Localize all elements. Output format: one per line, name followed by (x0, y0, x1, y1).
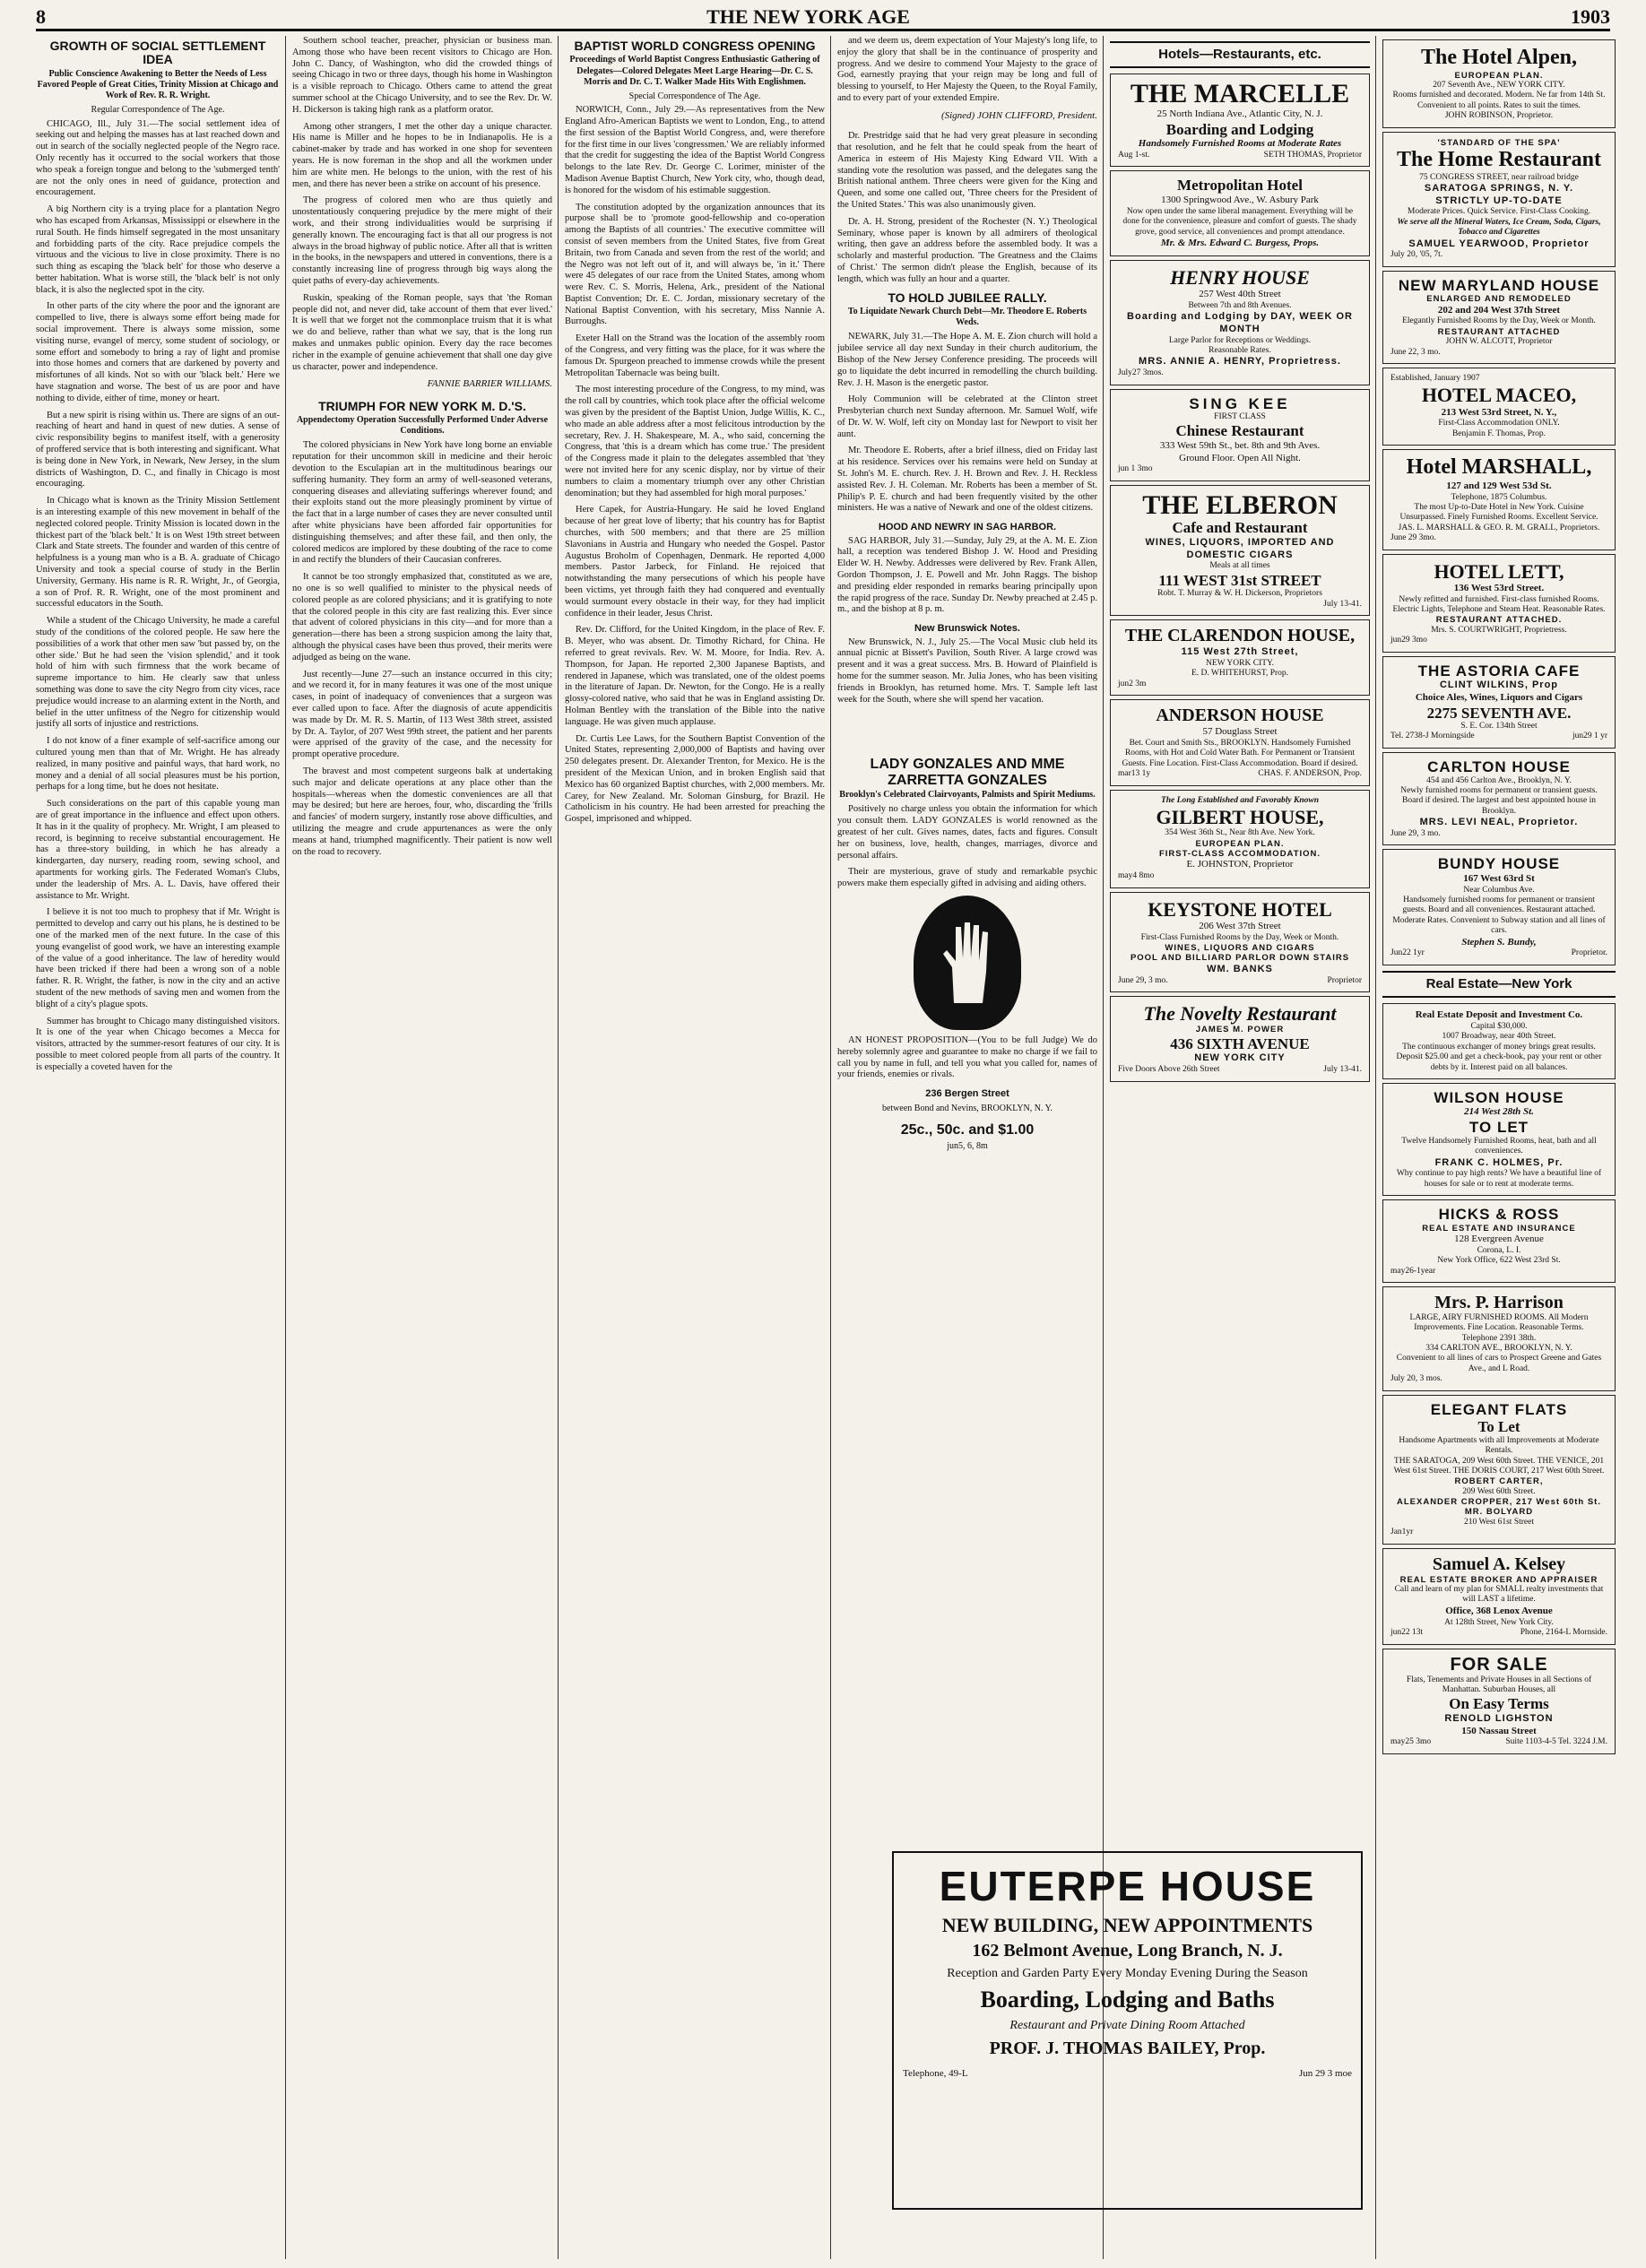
paragraph: Such considerations on the part of this capable young man are of great importance in the influence and effect upon others. It has in it the quality of prophecy. Mr. Wright, I am pleased to record, is beginning to receive substantial encouragement. He has a three-story building, in which he has already a kindergarten, day nursery, reading room, sewing school, and apartments for working girls. The Federated Woman's Clubs, under the leadership of Mrs. A. L. Davis, have offered their assistance to Mr. Wright. (36, 799, 280, 901)
ad-phone: Telephone 2391 38th. (1461, 1333, 1537, 1343)
ad-address: 354 West 36th St., Near 8th Ave. New York. (1165, 828, 1315, 838)
article-byline: Special Correspondence of The Age. (628, 91, 761, 101)
ad-line: The most Up-to-Date Hotel in New York. Cuisine Unsurpassed. Finely Furnished Rooms. Excellent Service. (1399, 502, 1598, 523)
ad-proprietor: PROF. J. THOMAS BAILEY, Prop. (989, 2039, 1266, 2058)
article-headline: BAPTIST WORLD CONGRESS OPENING (574, 39, 816, 53)
paper-title: THE NEW YORK AGE (706, 5, 910, 28)
ad-top-line: The Long Established and Favorably Known (1160, 795, 1320, 805)
ad-date-code: jun29 3mo (1390, 636, 1427, 645)
paragraph: New Brunswick, N. J., July 25.—The Vocal Music club held its annual picnic at Bissett's Pavilion, South River. A large crowd was present and it was a great success. Mrs. B. Howard of Plainfield is home for the summer season. Mr. Julia Jones, who has been visiting friends in Brooklyn, has returned home. Mrs. T. Sample left last week for the South, where she will spend her vacation. (837, 636, 1097, 705)
ad-line: EUROPEAN PLAN. (1195, 838, 1285, 849)
ad-title: Real Estate Deposit and Investment Co. (1415, 1009, 1583, 1021)
ad-date-code: July 20, 3 mos. (1390, 1374, 1442, 1384)
ad-marcelle (1110, 74, 1370, 167)
ad-line: Handsomely Furnished Rooms at Moderate Rates (1138, 138, 1342, 150)
ad-line: Flats, Tenements and Private Houses in all Sections of Manhattan. Suburban Houses, all (1406, 1675, 1592, 1694)
column-rule (285, 36, 286, 2259)
page-number: 8 (36, 5, 46, 28)
ad-title: KEYSTONE HOTEL (1148, 897, 1332, 921)
palmist-ad (837, 753, 1097, 1856)
ad-line: Boarding and Lodging (1165, 120, 1314, 138)
ad-city: NEW YORK CITY (1194, 1052, 1286, 1064)
ad-title: HOTEL LETT, (1434, 559, 1564, 583)
ad-real-estate-company (1382, 1003, 1616, 1079)
ad-line: ALEXANDER CROPPER, 217 West 60th St. (1397, 1497, 1601, 1508)
paragraph: The constitution adopted by the organization announces that its purpose shall be to 'promote good-fellowship and co-operation among the Baptists of all countries.' The executive committee will consist of seven members from the United States, five from Great Britain, two from Canada and seven from the rest of the world; and the Negro was not left out of it, and will always be, 'in it.' There were 45 delegates of our race from the United States, among whom were Rev. C. S. Morris, Helena, Ark., president of the National Baptist Convention; Dr. E. C. Jordan, missionary secretary of the National Baptist Convention, with his secretary, Miss Nannie A. Burroughs. (565, 202, 825, 327)
ad-line: S. E. Cor. 134th Street (1460, 722, 1538, 731)
ad-address: 213 West 53rd Street, N. Y., (1441, 406, 1557, 418)
ad-proprietor: Mrs. S. COURTWRIGHT, Proprietress. (1431, 625, 1567, 635)
ad-euterpe-house (892, 1851, 1363, 2210)
ad-proprietor: MRS. LEVI NEAL, Proprietor. (1419, 817, 1579, 828)
ad-address: Between 7th and 8th Avenues. (1188, 300, 1292, 310)
paragraph: Ruskin, speaking of the Roman people, says that 'the Roman people did not, and never did, take account of them that ever lived.' It is well that we forget not the commonplace truism that it is what we do and believe, rather than what we say, that is the long run makes and unmakes public opinion. Every day the race becomes richer in the example of genuine achievement that shall one day give us character, power and independence. (292, 292, 552, 372)
ad-line: WINES, LIQUORS, IMPORTED AND DOMESTIC CIGARS (1145, 536, 1335, 560)
ad-address: 436 SIXTH AVENUE (1170, 1034, 1310, 1052)
ad-title: Metropolitan Hotel (1177, 177, 1303, 195)
ad-plan: EUROPEAN PLAN. (1454, 70, 1544, 81)
ad-title: THE ELBERON (1142, 489, 1338, 520)
ad-date-code: June 29, 3 mo. (1390, 828, 1441, 838)
ad-date-code: July 13-41. (1323, 1065, 1362, 1075)
ad-date-code: jun22 13t (1390, 1627, 1424, 1637)
ad-gilbert (1110, 790, 1370, 888)
ad-city: SARATOGA SPRINGS, N. Y. (1424, 182, 1574, 194)
ad-anderson (1110, 699, 1370, 786)
ad-line: Boarding and Lodging by DAY, WEEK OR MONTH (1127, 311, 1353, 334)
ad-proprietor: E. JOHNSTON, Proprietor (1186, 859, 1294, 870)
ad-proprietor: JOHN W. ALCOTT, Proprietor (1445, 337, 1553, 347)
ad-address: 111 WEST 31st STREET (1158, 571, 1321, 589)
ad-address: Office, 368 Lenox Avenue (1445, 1605, 1553, 1616)
ad-text: Now open under the same liberal management. Everything will be done for the convenience, pleasure and comfort of guests. The shady grove, good service, all conveniences and prompt attendance. (1122, 206, 1357, 237)
palm-hand-icon (914, 896, 1021, 1030)
ad-mrs-harrison (1382, 1286, 1616, 1391)
article-deck: Appendectomy Operation Successfully Performed Under Adverse Conditions. (296, 415, 549, 437)
ad-address: 75 CONGRESS STREET, near railroad bridge (1419, 172, 1579, 182)
ad-title: The Novelty Restaurant (1143, 1002, 1337, 1026)
ad-line: FIRST-CLASS ACCOMMODATION. (1158, 849, 1321, 860)
column-rule (1375, 36, 1376, 2259)
ad-address: 136 West 53rd Street. (1453, 582, 1545, 593)
ad-address: 25 North Indiana Ave., Atlantic City, N. J. (1157, 108, 1323, 119)
ad-elegant-flats (1382, 1395, 1616, 1545)
ad-address: 333 West 59th St., bet. 8th and 9th Aves. (1159, 439, 1321, 451)
article-byline: Regular Correspondence of The Age. (91, 105, 225, 116)
paragraph: It cannot be too strongly emphasized that, constituted as we are, no one is so well qualified to minister to the physical needs of colored people as are colored physicians; and it is gratifying to note that the colored people in this city are fast realizing this. Ever since that advent of colored physicians in this city—and for more than a generation—there has been a strong suspicion among the laity that, although the physical cases have been thus proved, their merits were adjudged as being on the wane. (292, 572, 552, 662)
ad-subtitle: Cafe and Restaurant (1172, 519, 1308, 537)
ad-line: ENLARGED AND REMODELED (1426, 294, 1572, 305)
paragraph: SAG HARBOR, July 31.—Sunday, July 29, at the A. M. E. Zion hall, a reception was tendered Bishop J. W. Hood and Presiding Elder W. H. Newby. Addresses were delivered by Rev. Frank Allen, Gordon Thompson, J. E. Powell and Mr. John Raggs. The bishop and presiding elder responded in remarks bearing principally upon the rapid progress of the race. Sunday Dr. Newby preached at 2.45 p. m., and the bishop at 8 p. m. (837, 535, 1097, 615)
ad-line: STRICTLY UP-TO-DATE (1435, 195, 1563, 206)
ad-subtitle: NEW BUILDING, NEW APPOINTMENTS (941, 1914, 1313, 1936)
ad-date-code: Jun22 1yr (1390, 948, 1425, 958)
ad-hotel-alpen (1382, 39, 1616, 128)
ad-text: Handsomely furnished rooms for permanent or transient guests. Board and all conveniences. Restaurant attached. Moderate Rates. Convenient to Subway station and all lines of cars. (1392, 896, 1606, 936)
ad-title: THE MARCELLE (1130, 79, 1350, 109)
ad-proprietor: WM. BANKS (1207, 963, 1273, 974)
ad-date-code: jun29 1 yr (1572, 731, 1607, 741)
ad-line: WINES, LIQUORS AND CIGARS (1165, 943, 1315, 953)
paragraph: Exeter Hall on the Strand was the location of the assembly room of the Congress, and very fitting was the place, for it was where the famous Dr. Spurgeon preached to immense crowds while the present Metropolitan Tabernacle was being built. (565, 333, 825, 378)
article-deck: To Liquidate Newark Church Debt—Mr. Theodore E. Roberts Weds. (847, 306, 1087, 328)
ad-line: TO LET (1468, 1119, 1529, 1137)
ad-title: NEW MARYLAND HOUSE (1398, 276, 1600, 294)
ad-line: Why continue to pay high rents? We have a beautiful line of houses for sale or to rent at moderate terms. (1396, 1169, 1602, 1189)
column-5-ads (1110, 36, 1370, 1847)
paragraph: Their are mysterious, grave of study and remarkable psychic powers make them especially gifted in advising and aiding others. (837, 867, 1097, 889)
paragraph: NEWARK, July 31.—The Hope A. M. E. Zion church will hold a jubilee service all day next Sunday in their church auditorium, the Bishop of the New Jersey Conference presiding. The proceeds will go to liquidate the debt incurred in remodelling the church building. Rev. J. H. Mason is the energetic pastor. (837, 332, 1097, 388)
ad-clarendon (1110, 619, 1370, 696)
ad-date-code: may4 8mo (1118, 871, 1155, 881)
paragraph: But a new spirit is rising within us. There are signs of an out-reaching of heart and hand in quest of new duties. A sense of civic responsibility begins to manifest itself, with a generosity of proffered service that is both interesting and significant. What is being done in New York, in Newark, New Jersey, in the slum districts of Washington, D. C., and finally in Chicago is most encouraging. (36, 410, 280, 489)
paragraph: In Chicago what is known as the Trinity Mission Settlement is an interesting example of this new movement in behalf of the neglected colored people. Trinity Mission is located down in the thickest part of the 'black belt.' It is on West 19th street between Clark and State streets. The founder and warden of this centre of helpfulness is a young man who is a B. A. graduate of Chicago University and took a special course of study in the Berlin University, Germany. His name is R. R. Wright, Jr., of Georgia, a son of Prof. R. R. Wright, one of the most prominent and successful educators in the South. (36, 496, 280, 610)
ad-date-code: July 20, '05, 7t. (1390, 250, 1443, 260)
ad-line: Reasonable Rates. (1209, 345, 1271, 355)
ad-line: Suite 1103-4-5 Tel. 3224 J.M. (1505, 1737, 1607, 1747)
ad-phone: Tel. 2738-J Morningside (1390, 731, 1475, 741)
paragraph: Mr. Theodore E. Roberts, after a brief illness, died on Friday last at his residence. Services over his remains were held on Sunday at St. John's M. E. church. Rev. J. H. Brown and Rev. J. H. Reckless assisted Rev. J. H. Coleman. Mr. Roberts has been a member of St. Philip's P. E. church and had been frequently visited by the other ministers. He was a native of Newark and one of the oldest citizens. (837, 446, 1097, 514)
ad-proprietor: MRS. ANNIE A. HENRY, Proprietress. (1139, 356, 1341, 368)
ad-line: Ground Floor. Open All Night. (1179, 452, 1301, 463)
ad-proprietor: JAS. L. MARSHALL & GEO. R. M. GRALL, Proprietors. (1398, 523, 1600, 532)
ad-phone: Phone, 2164-L Mornside. (1520, 1627, 1607, 1637)
ad-wilson-house (1382, 1083, 1616, 1196)
ad-proprietor: Mr. & Mrs. Edward C. Burgess, Props. (1160, 237, 1320, 248)
ad-title: Mrs. P. Harrison (1434, 1292, 1564, 1312)
article-headline: TO HOLD JUBILEE RALLY. (888, 290, 1047, 305)
paragraph: In other parts of the city where the poor and the ignorant are compelled to live, there is always some effort being made for social improvement. There is always some mission, some visiting nurse, evangel of mercy, some student of sociology, or some effort and somebody to bring a ray of light and promise into those homes and corners that are darkened by poverty and misfortunes of all kinds. Not so with our 'black belt.' Here we have stagnation and worse. The best of us are poor and have nothing to divide, either of time, money or heart. (36, 301, 280, 403)
ad-title: EUTERPE HOUSE (939, 1863, 1316, 1909)
ad-title: HOTEL MACEO, (1421, 384, 1577, 407)
ad-hicks-ross (1382, 1199, 1616, 1283)
ad-address: 257 West 40th Street (1199, 288, 1281, 299)
ad-title: ANDERSON HOUSE (1156, 706, 1324, 726)
ad-address: 207 Seventh Ave., NEW YORK CITY. (1433, 80, 1565, 90)
paragraph: Positively no charge unless you obtain the information for which you consult them. LADY GONZALES is world renowned as the greatest of her cult. Gives names, dates, facts and figures. Consult her on business, love, health, changes, marriages, divorce and personal affairs. (837, 804, 1097, 861)
paragraph: AN HONEST PROPOSITION—(You to be full Judge) We do hereby solemnly agree and guarantee to make no charge if we fail to call you by name in full, and tell you what you called for, names of your friends, enemies or rivals. (837, 1034, 1097, 1080)
ad-line: Newly refitted and furnished. First-class furnished Rooms. Electric Lights, Telephone and Steam Heat. Reasonable Rates. (1392, 594, 1606, 614)
paragraph: I do not know of a finer example of self-sacrifice among our cultured young men than that of Mr. Wright. He has already realized, in many positive and painful ways, that hard work, no money and a denial of all social pleasures must be his portion, perhaps for a long time, but he does not hesitate. (36, 736, 280, 792)
paragraph: The most interesting procedure of the Congress, to my mind, was the roll call by countries, which took place after the official welcome was given by the president of the Baptist Union, Judge Willis, K. C., who made an able address after a most felicitous introduction by the secretary, Rev. J. H. Shakespeare, M. A., who said, concerning the Congress, that 'this is a dream which has come true.' The president of the Congress made it plain to the delegates assembled that 'they were not invited here for any scenic display, nor by virtue of their numbers to claim a momentary triumph over any other Christian denomination; but they had assembled for high moral purposes.' (565, 385, 825, 498)
column-4-articles (837, 36, 1097, 744)
ad-line: REAL ESTATE BROKER AND APPRAISER (1399, 1574, 1598, 1585)
ad-new-maryland (1382, 271, 1616, 364)
paragraph: CHICAGO, Ill., July 31.—The social settlement idea of seeking out and helping the masses has at last reached down and out in search of the socially neglected people of the Negro race. Only recently has it occurred to the social workers that those who speak a foreign tongue and belong to the 'submerged tenth' are not the only ones in need of guidance, protection and encouragement. (36, 118, 280, 198)
column-1 (36, 36, 280, 2259)
ad-line: MR. BOLYARD (1464, 1507, 1534, 1518)
palmist-deck: Brooklyn's Celebrated Clairvoyants, Palmists and Spirit Mediums. (839, 790, 1096, 801)
column-6-ads (1382, 36, 1616, 2259)
paragraph: The bravest and most competent surgeons balk at undertaking such major and delicate operations at any place other than the hospitals—whereas when the domestic conveniences are all that may be desired; but here are heroes, four, who, discarding the 'frills and fancies' of modern surgery, instantly rose above difficulties, and utilizing the meagre and crude appurtenances as were the only means at hand, triumphed magnificently. Their patient is now well on the road to recovery. (292, 766, 552, 857)
ad-title: HICKS & ROSS (1438, 1206, 1560, 1224)
paragraph: Dr. Curtis Lee Laws, for the Southern Baptist Convention of the United States, representing 2,000,000 of Baptists and having over 250 delegates present. Dr. Alexander Trenton, for Mexico. He is the president of the Mexican Union, and in broken English said that Mexico has 60 organized Baptist churches, with 2,000 members. Mr. Carey, for New Zealand. Mr. Soloman Ginsburg, for Brazil. He Catholicism in his country. He had been arrested for preaching the Gospel, imprisoned and whipped. (565, 733, 825, 825)
ad-address: 1300 Springwood Ave., W. Asbury Park (1161, 194, 1319, 205)
ad-date-code: Aug 1-st. (1118, 150, 1150, 160)
ad-title: THE CLARENDON HOUSE, (1124, 626, 1356, 646)
ad-line: On Easy Terms (1449, 1695, 1549, 1713)
ad-date-code: July27 3mos. (1118, 368, 1164, 378)
ad-top-line: 'STANDARD OF THE SPA' (1437, 137, 1561, 148)
paragraph: While a student of the Chicago University, he made a careful study of the conditions of the colored people. He saw here the possibilities of a work that other men saw 'but passed by, on the other side.' But he had seen the 'vision splendid,' and it took hold of him with such firmness that the work became of supreme importance to him. He clearly saw that unless something was done to save the city Negro from city vices, race prejudice would increase to an alarming extent in the North, and belief in the utter unfitness of the Negro for citizenship would justify all sorts of injustice and restrictions. (36, 616, 280, 730)
column-2 (292, 36, 552, 2259)
ad-text: LARGE, AIRY FURNISHED ROOMS. All Modern Improvements. Fine Location. Reasonable Terms. (1409, 1312, 1589, 1333)
ad-proprietor: JAMES M. POWER (1195, 1025, 1285, 1035)
ad-line: Near Columbus Ave. (1463, 885, 1535, 895)
ad-astoria-cafe (1382, 656, 1616, 749)
ad-proprietor: SAMUEL YEARWOOD, Proprietor (1408, 238, 1590, 249)
ad-title: ELEGANT FLATS (1430, 1400, 1568, 1418)
ad-line: Elegantly Furnished Rooms by the Day, Week or Month. (1402, 316, 1596, 326)
ad-title: THE ASTORIA CAFE (1417, 662, 1581, 680)
ad-title: SING KEE (1189, 394, 1291, 412)
ad-proprietor: CLINT WILKINS, Prop (1439, 680, 1559, 691)
ad-title: Hotel MARSHALL, (1406, 455, 1592, 480)
ad-line: Reception and Garden Party Every Monday Evening During the Season (947, 1967, 1308, 1980)
ad-title: WILSON HOUSE (1434, 1088, 1564, 1106)
ad-text: Call and learn of my plan for SMALL realty investments that will LAST a lifetime. (1394, 1585, 1604, 1605)
ad-line: At 128th Street, New York City. (1444, 1617, 1554, 1627)
ad-line: Moderate Prices. Quick Service. First-Class Cooking. (1407, 207, 1591, 217)
ad-line: We serve all the Mineral Waters, Ice Cream, Soda, Cigars, Tobacco and Cigarettes (1397, 217, 1601, 238)
ad-top-line: Established, January 1907 (1390, 373, 1480, 383)
ad-address: 167 West 63rd St (1463, 872, 1535, 884)
ad-telephone: Telephone, 49-L (903, 2068, 968, 2079)
ad-address: 57 Douglass Street (1202, 726, 1278, 738)
masthead (36, 5, 1610, 31)
paragraph: Here Capek, for Austria-Hungary. He said he loved England because of her great love of liberty; that his country has for Baptist churches, with 500 members; and that there are 25 million Slavonians in Austria and Hungary who needed the Gospel. Pastor Augustus Broholm of Copenhagen, Denmark. He reported 4,000 members. Pastor Jarbeck, for Finland. He rejoiced that notwithstanding the many persecutions of which his people have been victims, yet through faith they had conquered and eventually would surmount every obstacle in their way, for they had implicit confidence in their leader, Jesus Christ. (565, 505, 825, 619)
article-deck: Proceedings of World Baptist Congress Enthusiastic Gathering of Delegates—Colored Delegates Meet Large Hearing—Dr. C. S. Morris and Dr. C. T. Walker Made Hits With Englishmen. (569, 55, 820, 87)
paragraph: Summer has brought to Chicago many distinguished visitors. It is one of the year when Chicago becomes a Mecca for visitors, attracted by the summer-resort features of our city. It is possible to meet colored people from all parts of the country. It is especially a coveted haven for the (36, 1016, 280, 1072)
ad-proprietor: SETH THOMAS, Proprietor (1263, 150, 1362, 160)
ad-city: NEW YORK CITY. (1205, 658, 1275, 668)
ad-proprietor: RENOLD LIGHSTON (1444, 1712, 1554, 1724)
section-label: Real Estate—New York (1382, 971, 1616, 998)
ad-date-code: may26-1year (1390, 1266, 1436, 1276)
ad-address: 150 Nassau Street (1461, 1725, 1537, 1736)
palmist-address: 236 Bergen Street (925, 1088, 1009, 1100)
paragraph: Just recently—June 27—such an instance occurred in this city; and we record it, for in many features it was one of the most unique cases, in point of inadequacy of conveniences that a surgeon was ever called upon to face. After the diagnosis of acute appendicitis was made by Dr. M. R. S. Martin, of 113 West 38th street, assisted by Dr. A. Taylor, of 207 West 99th street, the patient and her parents were apprised of the gravity of the case, and the necessity for prompt operative procedure. (292, 669, 552, 760)
ad-capital: Capital $30,000. (1470, 1021, 1528, 1031)
ad-date-code: mar13 1y (1118, 768, 1151, 778)
ad-date-code: may25 3mo (1390, 1737, 1432, 1747)
ad-novelty (1110, 996, 1370, 1082)
ad-elberon (1110, 485, 1370, 616)
ad-title: HENRY HOUSE (1170, 265, 1310, 289)
ad-line: POOL AND BILLIARD PARLOR DOWN STAIRS (1130, 953, 1350, 964)
ad-proprietor: JOHN ROBINSON, Proprietor. (1444, 111, 1554, 121)
ad-address: 206 West 37th Street (1199, 920, 1281, 931)
ad-line: Convenient to all lines of cars to Prospect Greene and Gates Ave., and L Road. (1396, 1354, 1602, 1373)
paragraph: The progress of colored men who are thus quietly and unostentatiously conquering prejudice by the mere might of their work, and their strong individualities would be surprising if generally known. The encouraging fact is that all our progress is not always in the broad highway of public notice. After all that is written in the books, in the newspapers and uttered in conventions, there is a constantly increasing line of progress through big ways along the quiet paths of every-day achievements. (292, 195, 552, 286)
paragraph: The colored physicians in New York have long borne an enviable reputation for their uncommon skill in medicine and their heroic devotion to the Esculapian art in the multitudinous bearings our suffering humanity. They form an army of well-seasoned veterans, conquering diseases and alleviating sufferings wherever found; and their exploits stand out the more pleasingly prominent by virtue of the fact that in a large number of cases they are never consulted until after white physicians have been afforded fair opportunities for distinguishing themselves; and after these fail, and then only, the colored medicos are implored by these doubting of the race to come in and rectify the blunders of their Caucasian confreres. (292, 440, 552, 566)
ad-date-code: Jun 29 3 moe (1299, 2068, 1352, 2079)
ad-proprietor-title: Proprietor (1327, 975, 1362, 985)
ad-proprietor: FRANK C. HOLMES, Pr. (1434, 1156, 1564, 1168)
ad-address: 1007 Broadway, near 40th Street. (1442, 1032, 1556, 1042)
ad-address: 127 and 129 West 53d St. (1446, 480, 1552, 491)
ad-date-code: jun5, 6, 8m (947, 1141, 988, 1152)
ad-date-code: June 29 3mo. (1390, 533, 1436, 543)
ad-date-code: June 22, 3 mo. (1390, 347, 1441, 357)
paragraph: I believe it is not too much to prophesy that if Mr. Wright is permitted to develop and carry out his plans, he is destined to be one of the marked men of the next future. In the case of this young evangelist of good work, we have an interesting example of the value of a good inheritance. The law of heredity would have been tricked if there had been a wrong son of a noble father. R. R. Wright, the father, is now in the city and an active student of the new methods of saving men and women from the blight of a city's plague spots. (36, 907, 280, 1009)
ad-address: 2275 SEVENTH AVE. (1426, 704, 1572, 722)
ad-samuel-kelsey (1382, 1548, 1616, 1645)
ad-text: Rooms furnished and decorated. Modern. Ne far from 14th St. Convenient to all points. Rates to suit the times. (1392, 91, 1606, 110)
ad-home-restaurant (1382, 132, 1616, 267)
ad-proprietor: E. D. WHITEHURST, Prop. (1191, 669, 1289, 679)
ad-address: 162 Belmont Avenue, Long Branch, N. J. (972, 1941, 1283, 1961)
ad-line: Restaurant and Private Dining Room Attached (1009, 2019, 1245, 2032)
paragraph: Dr. A. H. Strong, president of the Rochester (N. Y.) Theological Seminary, whose paper is known by all admirers of theological writing, then gave an address before the assembled body. It was a scholarly and masterful production. 'The Greatness and the Claims of Christ.' The sermon didn't please the English, because of its length, which was fully an hour and a quarter. (837, 216, 1097, 284)
ad-proprietor: Stephen S. Bundy, (1461, 936, 1537, 948)
ad-line: Choice Ales, Wines, Liquors and Cigars (1415, 691, 1583, 703)
article-headline: TRIUMPH FOR NEW YORK M. D.'S. (318, 398, 526, 413)
paragraph: A big Northern city is a trying place for a plantation Negro who has escaped from Arkansas, Mississippi or elsewhere in the rural South. He finds himself segregated in the most unsanitary and forbidding parts of the city. Race prejudice compels the virtuous and the vicious to live in close proximity. There is no such thing as escaping the 'black belt' for those who deserve a better habitation. What is worse still, the 'black belt' is not only black, it is also the neglected spot in the city. (36, 204, 280, 295)
ad-bundy-house (1382, 849, 1616, 965)
ad-line: First-Class Accommodation ONLY. (1438, 419, 1560, 428)
ad-line: RESTAURANT ATTACHED (1437, 326, 1561, 337)
ad-address: 334 CARLTON AVE., BROOKLYN, N. Y. (1425, 1344, 1572, 1354)
ad-address: 214 West 28th St. (1464, 1106, 1534, 1118)
paragraph: Rev. Dr. Clifford, for the United Kingdom, in the place of Rev. F. B. Meyer, who was absent. Dr. Timothy Richard, for China. He referred to great revivals. Rev. W. M. Moore, for India. Rev. A. Thompson, for Japan. He reported 2,300 Japanese Baptists, and rendered in Japanese, which was translated, one of the oldest poems in the literature of Japan. Dr. Newton, for the Congo. He is a really glossy-colored native, who said that he was in England assisting Dr. Holman Bentley with the translation of the Bible into the native language. He was given much applause. (565, 625, 825, 727)
ad-text: Bet. Court and Smith Sts., BROOKLYN. Handsomely Furnished Rooms, with Hot and Cold Water Bath. For Permanent or Transient Guests. Fine Location. First-Class Accommodation. Board if desired. (1122, 738, 1358, 768)
ad-note: Five Doors Above 26th Street (1118, 1065, 1220, 1075)
ad-title: BUNDY HOUSE (1437, 855, 1561, 873)
column-rule (830, 36, 831, 2259)
ad-title: The Home Restaurant (1397, 147, 1601, 171)
section-label: Hotels—Restaurants, etc. (1110, 41, 1370, 68)
ad-text: The continuous exchanger of money brings great results. Deposit $25.00 and get a check-book, pay your rent or other debts by it. Interest paid on all balances. (1396, 1042, 1602, 1072)
ad-sing-kee (1110, 389, 1370, 481)
column-rule (558, 36, 559, 2259)
ad-title: FOR SALE (1450, 1654, 1548, 1675)
ad-text: Handsome Apartments with all Improvements at Moderate Rentals. (1399, 1435, 1599, 1456)
paragraph: NORWICH, Conn., July 29.—As representatives from the New England Afro-American Baptists we went to London, Eng., to attend the first session of the Baptist World Congress, and, were therefore for the first time in our lives 'congressmen.' We are reliably informed that the credit for suggesting the idea of the Baptist World Congress belongs to the late Rev. Dr. George C. Lorimer, minister of the Madison Avenue Baptist Church, New York city, who, though dead, is honored for the wisdom of his estimable suggestion. (565, 105, 825, 195)
ad-line: Boarding, Lodging and Baths (980, 1987, 1275, 2013)
ad-hotel-maceo (1382, 368, 1616, 446)
ad-line: Meals at all times (1209, 561, 1270, 571)
ad-title: GILBERT HOUSE, (1156, 805, 1324, 828)
ad-line: REAL ESTATE AND INSURANCE (1422, 1223, 1576, 1234)
paragraph: Holy Communion will be celebrated at the Clinton street Presbyterian church next Sunday afternoon. Mr. Samuel Wolf, wife of Dr. W. W. Wolf, left city on Monday last for Newport to visit her aunt. (837, 394, 1097, 439)
ad-proprietor: Robt. T. Murray & W. H. Dickerson, Proprietors (1157, 589, 1322, 599)
ad-title: The Hotel Alpen, (1420, 46, 1577, 69)
ad-hotel-lett (1382, 554, 1616, 653)
palmist-address-2: between Bond and Nevins, BROOKLYN, N. Y. (881, 1103, 1053, 1113)
ad-line: Twelve Handsomely Furnished Rooms, heat, bath and all conveniences. (1401, 1136, 1597, 1156)
palmist-headline: LADY GONZALES AND MME ZARRETTA GONZALES (870, 757, 1065, 788)
ad-city: Corona, L. I. (1477, 1245, 1521, 1255)
ad-date-code: July 13-41. (1323, 599, 1362, 609)
ad-title: CARLTON HOUSE (1427, 758, 1571, 776)
column-3 (565, 36, 825, 2259)
palmist-price: 25c., 50c. and $1.00 (900, 1121, 1035, 1138)
ad-line: Telephone, 1875 Columbus. (1451, 492, 1547, 502)
ad-address: 209 West 60th Street. (1462, 1486, 1536, 1496)
ad-buildings: THE SARATOGA, 209 West 60th Street. THE VENICE, 201 West 61st Street. THE DORIS COURT, 217 West 60th Street. (1393, 1456, 1605, 1476)
ad-line: Chinese Restaurant (1175, 422, 1304, 440)
ad-henry-house (1110, 260, 1370, 385)
ad-line: FIRST CLASS (1214, 412, 1266, 422)
ad-address: 454 and 456 Carlton Ave., Brooklyn, N. Y. (1426, 775, 1572, 785)
ad-address: 210 West 61st Street (1464, 1517, 1534, 1527)
paragraph: and we deem us, deem expectation of Your Majesty's long life, to enjoy the glory that shall be in the continuance of prosperity and progress. And we desire to commend Your Majesty to the grace of God, earnestly praying that your reign may be long and full of blessing to yourself, to Her Majesty the Queen, to the Royal Family, and to every part of your extended Empire. (837, 36, 1097, 103)
article-headline: New Brunswick Notes. (914, 623, 1020, 635)
article-headline: HOOD AND NEWRY IN SAG HARBOR. (878, 522, 1057, 533)
resolution-signature: (Signed) JOHN CLIFFORD, President. (940, 109, 1097, 121)
ad-date-code: jun 1 3mo (1118, 464, 1153, 474)
ad-title: Samuel A. Kelsey (1432, 1554, 1566, 1574)
paragraph: Dr. Prestridge said that he had very great pleasure in seconding that resolution, and he felt that he could speak from the heart of America in esteem of His Majesty King Edward VII. With a standing vote the resolution was passed, and the delegates sang the British national anthem. Three cheers were given for the King and Queen, and some one called out, 'Three cheers for the President of the United States.' This was also unanimously given. (837, 131, 1097, 210)
ad-carlton-house (1382, 752, 1616, 845)
ad-line: Large Parlor for Receptions or Weddings. (1168, 335, 1312, 345)
ad-line: New York Office, 622 West 23rd St. (1437, 1256, 1561, 1266)
ad-date-code: June 29, 3 mo. (1118, 975, 1168, 985)
ad-proprietor: Benjamin F. Thomas, Prop. (1451, 428, 1546, 438)
ad-date-code: Jan1yr (1390, 1528, 1414, 1537)
ad-address: 128 Evergreen Avenue (1454, 1233, 1544, 1244)
ad-proprietor: ROBERT CARTER, (1454, 1476, 1544, 1487)
paragraph: Among other strangers, I met the other day a unique character. His name is Miller and he hopes to be in Indianapolis. He is a cabinet-maker by trade and has worked in one shop for seventeen years. He is now foreman in the shop and all the workmen under him are white men. He belongs to the union, with the rest of his men, and there has never been a strike on account of his presence. (292, 121, 552, 189)
ad-line: RESTAURANT ATTACHED. (1435, 615, 1563, 626)
author-signature: FANNIE BARRIER WILLIAMS. (427, 378, 552, 390)
article-deck: Public Conscience Awakening to Better the Needs of Less Favored People of Great Cities, Trinity Mission at Chicago and Work of Rev. R. R. Wright. (37, 68, 279, 101)
ad-for-sale (1382, 1649, 1616, 1754)
issue-date: 1903 (1571, 5, 1610, 28)
ad-proprietor-title: Proprietor. (1571, 948, 1607, 958)
ad-text: Newly furnished rooms for permanent or transient guests. Board if desired. The largest and best appointed house in Brooklyn. (1400, 786, 1598, 816)
article-headline: GROWTH OF SOCIAL SETTLEMENT IDEA (49, 39, 266, 67)
paragraph: Southern school teacher, preacher, physician or business man. Among those who have been recent visitors to Chicago are Hon. John C. Dancy, of Washington, who did the crowded things of seeing Chicago in two or three days, though his home in Washington is a visible reproach to Chicago. Others came to attend the great summer school at the Chicago University, and to see the Rev. Dr. W. H. Dickerson is taking high rank as a platform orator. (292, 36, 552, 115)
ad-proprietor: CHAS. F. ANDERSON, Prop. (1258, 768, 1362, 778)
ad-address: 115 West 27th Street, (1181, 646, 1299, 658)
hand-icon (936, 918, 999, 1008)
ad-line: First-Class Furnished Rooms by the Day, Week or Month. (1140, 932, 1339, 942)
ad-metropolitan (1110, 170, 1370, 255)
ad-date-code: jun2 3m (1118, 679, 1147, 688)
ad-line: To Let (1477, 1418, 1520, 1436)
ad-address: 202 and 204 West 37th Street (1437, 304, 1561, 316)
ad-hotel-marshall (1382, 449, 1616, 550)
ad-keystone (1110, 892, 1370, 993)
